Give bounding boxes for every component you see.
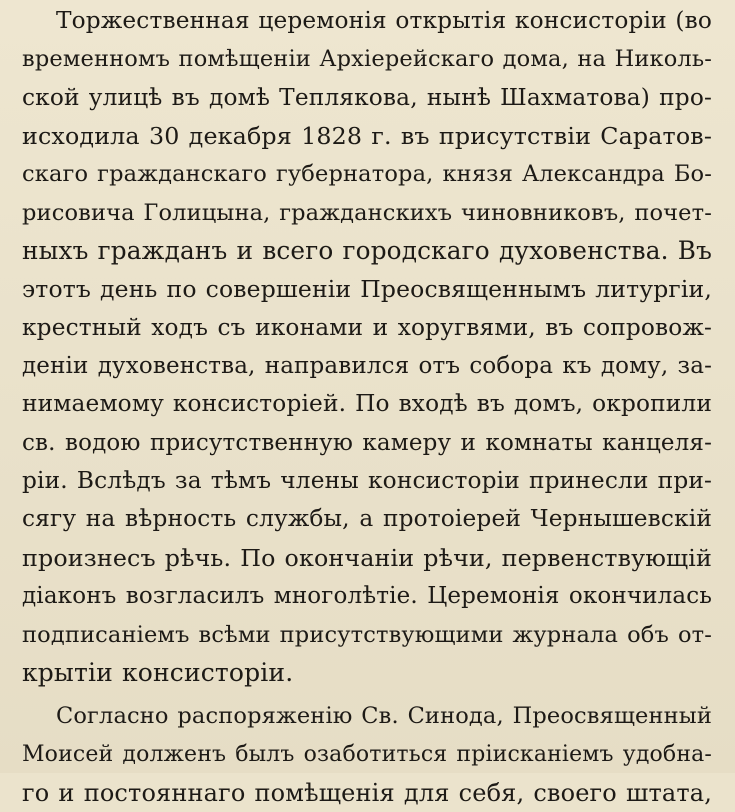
text-line: подписаніемъ всѣми присутствующими журнала объ от- [22, 621, 712, 648]
text-line: Согласно распоряженію Св. Синода, Преосвященный [56, 703, 712, 730]
text-line: крестный ходъ съ иконами и хоругвями, въ сопровож- [22, 313, 712, 341]
text-line: крытіи консисторіи. [22, 657, 294, 687]
text-line: произнесъ рѣчь. По окончаніи рѣчи, первенствующій [22, 543, 712, 572]
paragraph [22, 2, 712, 692]
text-line: діаконъ возгласилъ многолѣтіе. Церемонія окончилась [22, 583, 712, 610]
text-line: нимаемому консисторіей. По входѣ въ домъ, окропили [22, 390, 712, 418]
text-line: св. водою присутственную камеру и комнаты канцеля- [22, 429, 712, 456]
text-line: деніи духовенства, направился отъ собора къ дому, за- [22, 353, 712, 380]
text-line: этотъ день по совершеніи Преосвященнымъ литургіи, [22, 275, 712, 304]
document-text [22, 2, 712, 812]
text-line: Торжественная церемонія открытія консисторіи (во [56, 7, 712, 34]
text-line: Моисей долженъ былъ озаботиться пріисканіемъ удобна- [22, 741, 712, 767]
text-line: ріи. Вслѣдъ за тѣмъ члены консисторіи принесли при- [22, 467, 712, 495]
text-line: ской улицѣ въ домѣ Теплякова, нынѣ Шахматова) про- [22, 83, 712, 111]
paragraph [22, 697, 712, 812]
text-line: сягу на вѣрность службы, а протоіерей Чернышевскій [22, 505, 712, 533]
text-line: исходила 30 декабря 1828 г. въ присутствіи Саратов- [22, 122, 712, 151]
text-line: ныхъ гражданъ и всего городскаго духовенства. Въ [22, 236, 712, 266]
text-line: скаго гражданскаго губернатора, князя Александра Бо- [22, 161, 712, 188]
text-line: временномъ помѣщеніи Архіерейскаго дома, на Николь- [22, 46, 712, 73]
text-line: рисовича Голицына, гражданскихъ чиновниковъ, почет- [22, 199, 712, 226]
text-line: го и постояннаго помѣщенія для себя, своего штата, [22, 778, 712, 807]
